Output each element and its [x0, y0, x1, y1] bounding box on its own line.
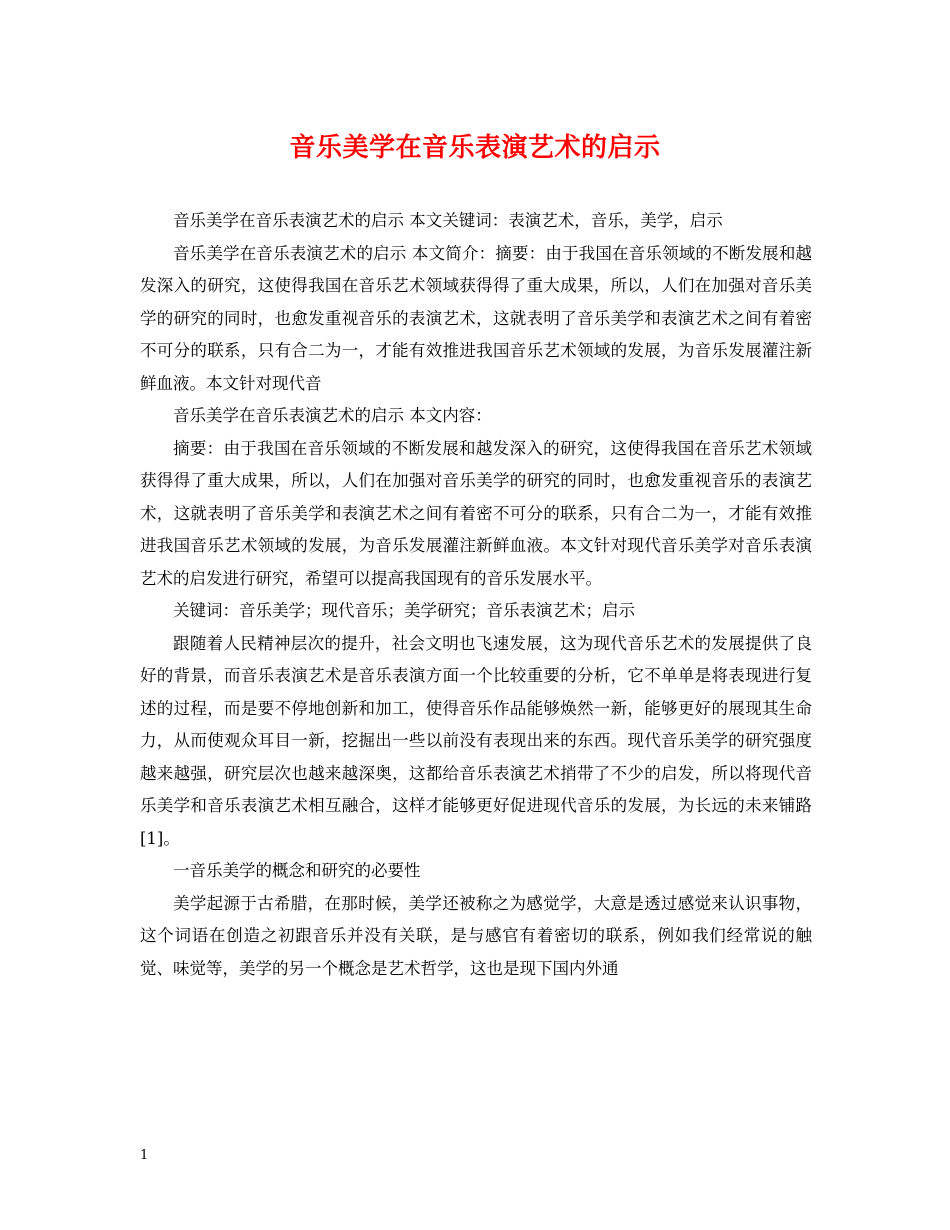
document-body [140, 205, 812, 985]
paragraph-abstract: 摘要：由于我国在音乐领域的不断发展和越发深入的研究，这使得我国在音乐艺术领域获得得了重大成果，所以，人们在加强对音乐美学的研究的同时，也愈发重视音乐的表演艺术，这就表明了音乐美学和表演艺术之间有着密不可分的联系，只有合二为一，才能有效推进我国音乐艺术领域的发展，为音乐发展灌注新鲜血液。本文针对现代音乐美学对音乐表演艺术的启发进行研究，希望可以提高我国现有的音乐发展水平。 [140, 438, 812, 588]
paragraph-aesthetics-origin: 美学起源于古希腊，在那时候，美学还被称之为感觉学，大意是透过感觉来认识事物，这个词语在创造之初跟音乐并没有关联，是与感官有着密切的联系，例如我们经常说的触觉、味觉等，美学的另一个概念是艺术哲学，这也是现下国内外通 [140, 893, 812, 978]
paragraph-summary-intro: 音乐美学在音乐表演艺术的启示 本文简介：摘要：由于我国在音乐领域的不断发展和越发深入的研究，这使得我国在音乐艺术领域获得得了重大成果，所以，人们在加强对音乐美学的研究的同时，也愈发重视音乐的表演艺术，这就表明了音乐美学和表演艺术之间有着密不可分的联系，只有合二为一，才能有效推进我国音乐艺术领域的发展，为音乐发展灌注新鲜血液。本文针对现代音 [140, 243, 812, 393]
paragraph-keywords: 关键词：音乐美学；现代音乐；美学研究；音乐表演艺术；启示 [173, 601, 635, 620]
paragraph-content-label: 音乐美学在音乐表演艺术的启示 本文内容： [173, 406, 492, 425]
paragraph-introduction: 跟随着人民精神层次的提升，社会文明也飞速发展，这为现代音乐艺术的发展提供了良好的背景，而音乐表演艺术是音乐表演方面一个比较重要的分析，它不单单是将表现进行复述的过程，而是要不停地创新和加工，使得音乐作品能够焕然一新，能够更好的展现其生命力，从而使观众耳目一新，挖掘出一些以前没有表现出来的东西。现代音乐美学的研究强度越来越强，研究层次也越来越深奥，这都给音乐表演艺术捎带了不少的启发，所以将现代音乐美学和音乐表演艺术相互融合，这样才能够更好促进现代音乐的发展，为长远的未来铺路[1]。 [140, 633, 812, 848]
section-heading: 一音乐美学的概念和研究的必要性 [173, 861, 421, 880]
page-number: 1 [140, 1148, 149, 1163]
paragraph-keywords-intro: 音乐美学在音乐表演艺术的启示 本文关键词：表演艺术，音乐，美学，启示 [173, 211, 723, 230]
document-title: 音乐美学在音乐表演艺术的启示 [289, 133, 661, 163]
